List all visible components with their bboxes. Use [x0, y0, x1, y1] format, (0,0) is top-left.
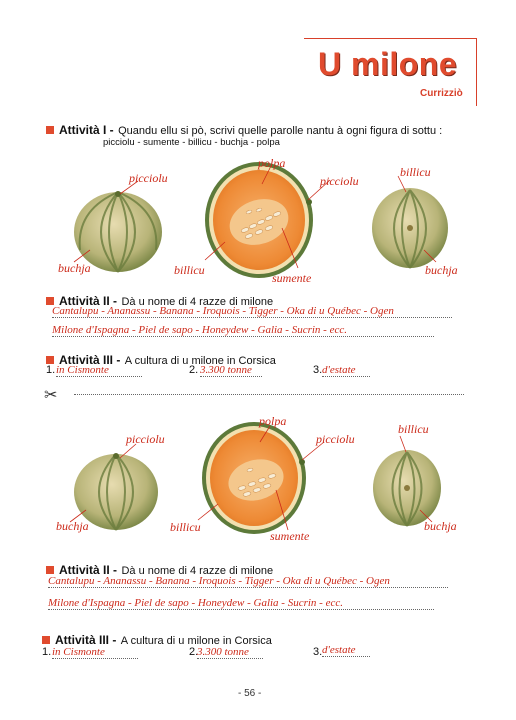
activity1-words: picciolu - sumente - billicu - buchja - polpa: [103, 137, 280, 148]
label-picciolu-1: picciolu: [129, 171, 168, 185]
activity3-label: Attività III -: [55, 633, 117, 647]
label-picciolu-2: picciolu: [320, 174, 359, 188]
label-polpa-2: polpa: [259, 414, 287, 428]
activity2-answer-line1: Cantalupu - Ananassu - Banana - Iroquois - Tigger - Oka di u Québec - Ogen: [52, 305, 452, 318]
bullet-square-icon: [46, 126, 54, 134]
label-billicu-1: billicu: [400, 165, 431, 179]
activity3-label: Attività III -: [59, 353, 121, 367]
activity1-instruction: Quandu ellu si pò, scrivi quelle parolle nantu à ogni figura di sottu :: [118, 125, 443, 137]
label-sumente-2: sumente: [270, 529, 310, 543]
activity3-item2-number-b: 2.: [189, 646, 199, 658]
page-subtitle: Currizziò: [420, 88, 463, 99]
page-number: - 56 -: [238, 688, 262, 699]
activity2-instruction: Dà u nome di 4 razze di milone: [121, 565, 274, 577]
activity2-label: Attività II -: [59, 563, 118, 577]
whole-melon-right: [372, 188, 448, 268]
activity2-answer-line2-b: Milone d'Ispagna - Piel de sapo - Honeydew - Galia - Sucrin - ecc.: [48, 597, 434, 610]
header-frame-top: [304, 38, 476, 39]
activity2-label: Attività II -: [59, 294, 118, 308]
cut-melon-middle: [205, 162, 313, 278]
label-billicu-3: billicu: [398, 422, 429, 436]
activity2-instruction: Dà u nome di 4 razze di milone: [121, 296, 274, 308]
label-sumente-1: sumente: [272, 271, 312, 285]
bullet-square-icon: [46, 356, 54, 364]
label-buchja-4: buchja: [424, 519, 457, 533]
scissors-icon: ✂: [44, 387, 58, 404]
activity3-item3-number: 3.: [313, 364, 323, 376]
activity2-answer-line2: Milone d'Ispagna - Piel de sapo - Honeydew - Galia - Sucrin - ecc.: [52, 324, 434, 337]
label-buchja-3: buchja: [56, 519, 89, 533]
bullet-square-icon: [42, 636, 50, 644]
activity3-instruction: A cultura di u milone in Corsica: [120, 635, 272, 647]
cut-melon-middle-2: [202, 422, 306, 534]
label-picciolu-3: picciolu: [126, 432, 165, 446]
bullet-square-icon: [46, 297, 54, 305]
activity1-label: Attività I -: [59, 123, 114, 137]
label-billicu-2: billicu: [174, 263, 205, 277]
activity3-item2-number: 2.: [189, 364, 199, 376]
activity3-answer2: 3.300 tonne: [200, 364, 262, 377]
label-picciolu-4: picciolu: [316, 432, 355, 446]
activity3-answer2-b: 3.300 tonne: [197, 646, 263, 659]
activity3-item1-number: 1.: [46, 364, 56, 376]
whole-melon-left: [74, 191, 162, 272]
activity3-answer1: in Cismonte: [56, 364, 142, 377]
activity3-answer1-b: in Cismonte: [52, 646, 138, 659]
bullet-square-icon: [46, 566, 54, 574]
activity3-item1-number-b: 1.: [42, 646, 52, 658]
activity2-answer-line1-b: Cantalupu - Ananassu - Banana - Iroquois - Tigger - Oka di u Québec - Ogen: [48, 575, 448, 588]
label-billicu-4: billicu: [170, 520, 201, 534]
cut-line: [74, 394, 464, 395]
activity3-item3-number-b: 3.: [313, 646, 323, 658]
header-frame-right: [476, 38, 477, 106]
label-polpa-1: polpa: [258, 156, 286, 170]
label-buchja-1: buchja: [58, 261, 91, 275]
page-title: U milone: [318, 46, 458, 82]
whole-melon-right-2: [373, 450, 441, 526]
activity3-answer3-b: d'estate: [322, 644, 370, 657]
label-buchja-2: buchja: [425, 263, 458, 277]
activity3-instruction: A cultura di u milone in Corsica: [124, 355, 276, 367]
activity3-answer3: d'estate: [322, 364, 370, 377]
